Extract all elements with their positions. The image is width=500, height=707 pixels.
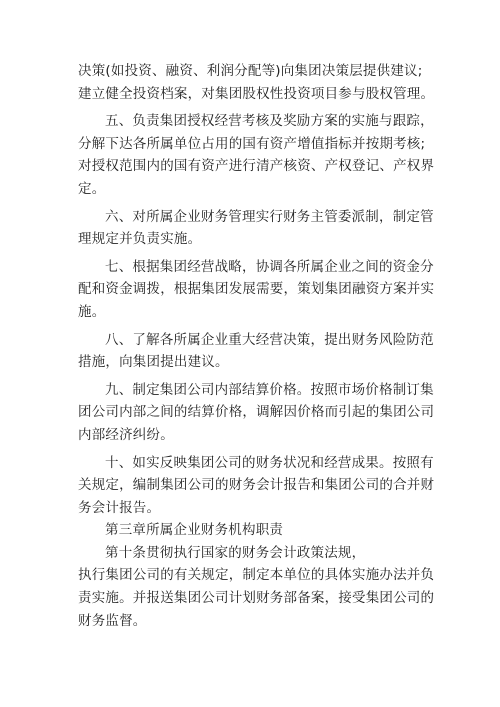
text-line: 六、对所属企业财务管理实行财务主管委派制，制定管 bbox=[105, 208, 434, 225]
text-line: 责实施。并报送集团公司计划财务部备案，接受集团公司的 bbox=[78, 590, 435, 607]
paragraph-item-6 bbox=[78, 206, 434, 251]
text-line: 配和资金调拨，根据集团发展需要，策划集团融资方案并实 bbox=[78, 281, 435, 298]
article-10-body bbox=[78, 564, 435, 632]
paragraph-item-10 bbox=[78, 452, 435, 520]
text-line: 定。 bbox=[78, 180, 106, 197]
chapter-heading bbox=[78, 519, 428, 542]
paragraph-item-9 bbox=[78, 379, 435, 447]
text-line: 十、如实反映集团公司的财务状况和经营成果。按照有 bbox=[105, 454, 434, 471]
text-line: 理规定并负责实施。 bbox=[78, 231, 202, 248]
text-line: 第十条贯彻执行国家的财务会计政策法规， bbox=[105, 544, 366, 561]
text-line: 内部经济纠纷。 bbox=[78, 426, 174, 443]
text-line: 分解下达各所属单位占用的国有资产增值指标并按期考核; bbox=[78, 135, 426, 152]
text-line: 务会计报告。 bbox=[78, 499, 161, 516]
paragraph-item-8 bbox=[78, 329, 434, 374]
text-line: 八、了解各所属企业重大经营决策，提出财务风险防范 bbox=[105, 331, 434, 348]
text-line: 五、负责集团授权经营考核及奖励方案的实施与跟踪， bbox=[105, 113, 434, 130]
text-line: 措施，向集团提出建议。 bbox=[78, 354, 229, 371]
document-page bbox=[78, 60, 435, 632]
text-line: 建立健全投资档案，对集团股权性投资项目参与股权管理。 bbox=[78, 85, 435, 102]
text-line: 执行集团公司的有关规定，制定本单位的具体实施办法并负 bbox=[78, 567, 435, 584]
text-line: 关规定，编制集团公司的财务会计报告和集团公司的合并财 bbox=[78, 477, 435, 494]
text-line: 对授权范围内的国有资产进行清产核资、产权登记、产权界 bbox=[78, 158, 435, 175]
paragraph-item-7 bbox=[78, 256, 435, 324]
text-line: 决策(如投资、融资、利润分配等)向集团决策层提供建议; bbox=[78, 63, 423, 79]
article-10-heading bbox=[78, 542, 428, 565]
text-line: 第三章所属企业财务机构职责 bbox=[105, 522, 284, 539]
text-line: 九、制定集团公司内部结算价格。按照市场价格制订集 bbox=[105, 381, 434, 398]
text-line: 团公司内部之间的结算价格，调解因价格而引起的集团公司 bbox=[78, 404, 435, 421]
text-line: 施。 bbox=[78, 303, 106, 320]
text-line: 财务监督。 bbox=[78, 612, 147, 629]
paragraph-investment-advice bbox=[78, 60, 435, 105]
paragraph-item-5 bbox=[78, 110, 435, 200]
text-line: 七、根据集团经营战略，协调各所属企业之间的资金分 bbox=[105, 258, 434, 275]
